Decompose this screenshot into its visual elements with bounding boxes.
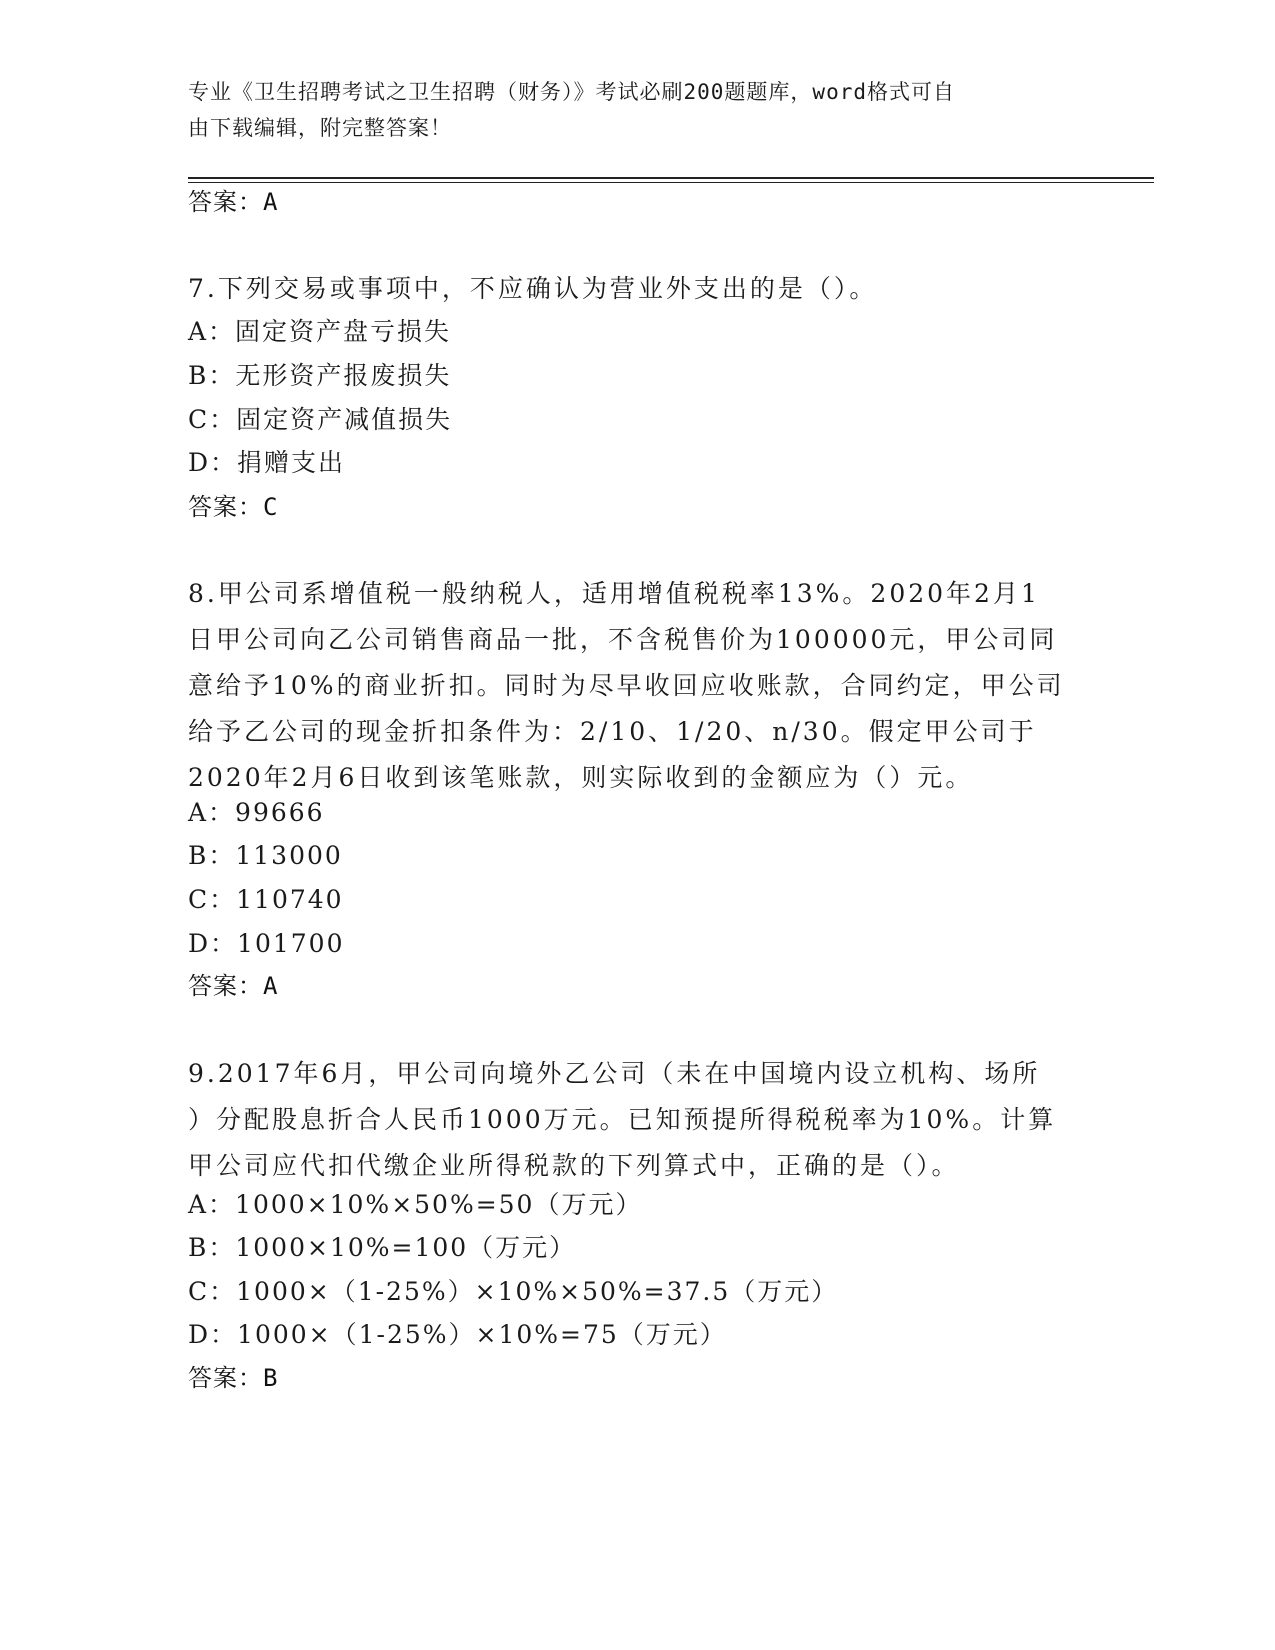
question-9-option-d: D：1000×（1-25%）×10%=75（万元） [188, 1320, 727, 1349]
question-9-stem [188, 1051, 1088, 1189]
answer-line: 答案：A [188, 188, 279, 216]
question-line: 给予乙公司的现金折扣条件为：2/10、1/20、n/30。假定甲公司于 [188, 717, 1037, 746]
question-8-option-c: C：110740 [188, 885, 344, 914]
question-8-option-a: A：99666 [188, 798, 325, 827]
question-9-option-a: A：1000×10%×50%=50（万元） [188, 1190, 643, 1219]
question-7-option-b: B：无形资产报废损失 [188, 361, 452, 390]
question-line: 9.2017年6月，甲公司向境外乙公司（未在中国境内设立机构、场所 [188, 1059, 1041, 1088]
header-line: 由下载编辑，附完整答案！ [188, 116, 452, 140]
question-line: 7.下列交易或事项中，不应确认为营业外支出的是（）。 [188, 274, 878, 303]
question-9-option-b: B：1000×10%=100（万元） [188, 1233, 577, 1262]
question-line: 甲公司应代扣代缴企业所得税款的下列算式中，正确的是（）。 [188, 1151, 960, 1180]
header-divider-thin [188, 182, 1154, 183]
question-line: ）分配股息折合人民币1000万元。已知预提所得税税率为10%。计算 [188, 1105, 1057, 1134]
document-header [188, 74, 1088, 146]
question-9-answer: 答案：B [188, 1364, 279, 1392]
question-line: 2020年2月6日收到该笔账款，则实际收到的金额应为（）元。 [188, 763, 974, 792]
question-8-answer: 答案：A [188, 972, 279, 1000]
question-7-option-c: C：固定资产减值损失 [188, 405, 453, 434]
question-7-answer: 答案：C [188, 493, 279, 521]
question-7-option-a: A：固定资产盘亏损失 [188, 317, 452, 346]
question-7-option-d: D：捐赠支出 [188, 448, 346, 477]
question-8-option-d: D：101700 [188, 929, 345, 958]
question-8-stem [188, 571, 1088, 801]
question-9-option-c: C：1000×（1-25%）×10%×50%=37.5（万元） [188, 1277, 839, 1306]
question-line: 8.甲公司系增值税一般纳税人，适用增值税税率13%。2020年2月1 [188, 579, 1040, 608]
header-divider [188, 177, 1154, 179]
question-line: 意给予10%的商业折扣。同时为尽早收回应收账款，合同约定，甲公司 [188, 671, 1065, 700]
question-line: 日甲公司向乙公司销售商品一批，不含税售价为100000元，甲公司同 [188, 625, 1058, 654]
question-8-option-b: B：113000 [188, 841, 343, 870]
question-7-stem [188, 266, 1088, 312]
header-line: 专业《卫生招聘考试之卫生招聘（财务）》考试必刷200题题库，word格式可自 [188, 80, 955, 104]
